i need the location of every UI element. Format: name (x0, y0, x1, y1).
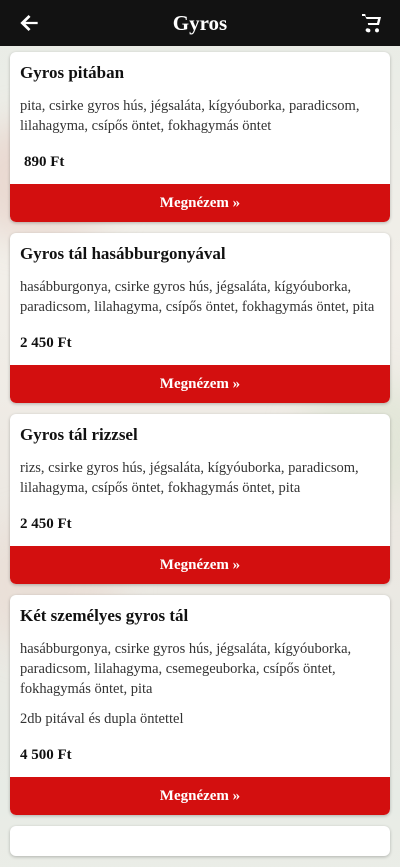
arrow-left-icon[interactable] (16, 10, 42, 36)
product-price: 4 500 Ft (20, 747, 72, 763)
product-price: 890 Ft (24, 154, 65, 170)
view-button[interactable]: Megnézem » (10, 184, 390, 222)
product-card (10, 414, 390, 584)
view-button[interactable]: Megnézem » (10, 777, 390, 815)
page-title: Gyros (172, 10, 228, 35)
product-list (10, 52, 390, 867)
product-name: Gyros tál hasábburgonyával (20, 244, 226, 263)
product-name: Két személyes gyros tál (20, 606, 189, 625)
product-price: 2 450 Ft (20, 516, 72, 532)
shopping-cart-icon[interactable] (360, 11, 384, 35)
view-button[interactable]: Megnézem » (10, 365, 390, 403)
product-price: 2 450 Ft (20, 335, 72, 351)
product-name: Gyros pitában (20, 63, 125, 82)
product-card (10, 595, 390, 815)
product-card (10, 52, 390, 222)
product-description: hasábburgonya, csirke gyros hús, jégsaláta, kígyóuborka, paradicsom, lilahagyma, csemegeuborka, csípős öntet, fokhagymás öntet, pita (20, 641, 352, 697)
product-card-partial (10, 826, 390, 856)
product-card (10, 233, 390, 403)
product-name: Gyros tál rizzsel (20, 425, 138, 444)
view-button[interactable]: Megnézem » (10, 546, 390, 584)
product-description: hasábburgonya, csirke gyros hús, jégsaláta, kígyóuborka, paradicsom, lilahagyma, csípős öntet, fokhagymás öntet, pita (20, 279, 375, 315)
product-description: rizs, csirke gyros hús, jégsaláta, kígyóuborka, paradicsom, lilahagyma, csípős öntet, fokhagymás öntet, pita (20, 460, 359, 496)
product-note: 2db pitával és dupla öntettel (20, 711, 184, 727)
top-bar (0, 0, 400, 46)
product-description: pita, csirke gyros hús, jégsaláta, kígyóuborka, paradicsom, lilahagyma, csípős öntet, fokhagymás öntet (20, 98, 360, 134)
